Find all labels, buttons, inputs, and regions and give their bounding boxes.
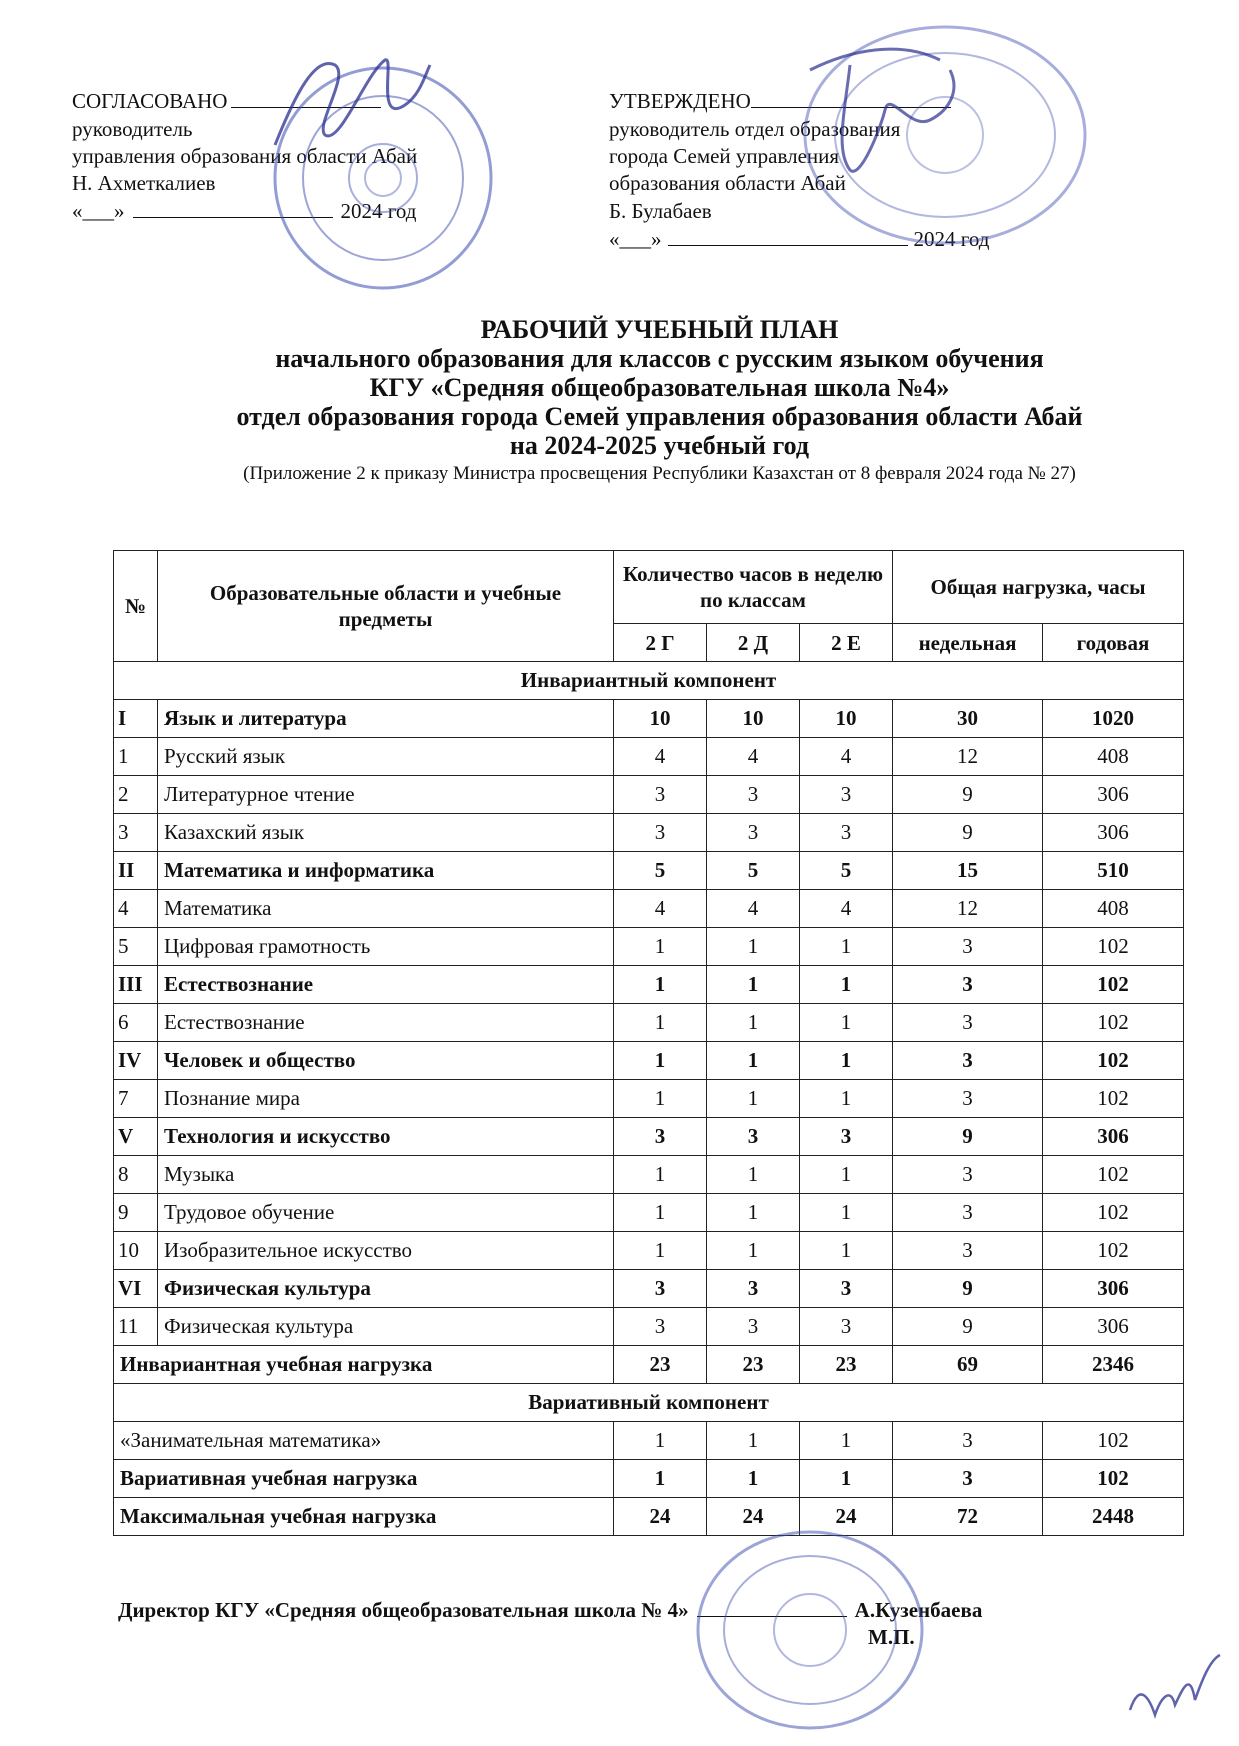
row-value-week: 3 xyxy=(893,966,1043,1004)
variative-subject-row xyxy=(114,1422,1184,1460)
seal-place-label: М.П. xyxy=(868,1625,915,1649)
table-row-subject xyxy=(114,928,1184,966)
document-title xyxy=(60,315,1239,486)
row-value-year: 102 xyxy=(1043,1080,1184,1118)
row-value-c3: 3 xyxy=(800,776,893,814)
row-subject-name: Естествознание xyxy=(158,966,614,1004)
row-number: 7 xyxy=(114,1080,158,1118)
director-title: Директор КГУ «Средняя общеобразовательная школа № 4» xyxy=(118,1598,689,1622)
row-value-c2: 1 xyxy=(707,1232,800,1270)
row-value-c2: 4 xyxy=(707,890,800,928)
title-line-3: КГУ «Средняя общеобразовательная школа №4» xyxy=(369,373,950,402)
max-total-row-value-week: 72 xyxy=(893,1498,1043,1536)
approval-right-department-line1: города Семей управления xyxy=(609,144,840,168)
row-value-c3: 1 xyxy=(800,1004,893,1042)
row-subject-name: Человек и общество xyxy=(158,1042,614,1080)
row-number: III xyxy=(114,966,158,1004)
row-value-year: 306 xyxy=(1043,776,1184,814)
variative-total-row-value-c2: 1 xyxy=(707,1460,800,1498)
table-row-area xyxy=(114,1042,1184,1080)
approval-left-date: «___» 2024 год xyxy=(72,199,417,223)
row-value-c2: 3 xyxy=(707,1308,800,1346)
row-value-week: 12 xyxy=(893,738,1043,776)
header-class-1: 2 Г xyxy=(614,624,707,662)
row-value-year: 102 xyxy=(1043,928,1184,966)
table-row-subject xyxy=(114,776,1184,814)
approval-right-role: руководитель отдел образования xyxy=(609,117,901,141)
row-value-year: 306 xyxy=(1043,814,1184,852)
invariant-total-row-value-c3: 23 xyxy=(800,1346,893,1384)
variative-total-row-value-week: 3 xyxy=(893,1460,1043,1498)
variative-total-row-value-c1: 1 xyxy=(614,1460,707,1498)
row-value-week: 9 xyxy=(893,814,1043,852)
row-value-week: 3 xyxy=(893,1080,1043,1118)
header-no: № xyxy=(114,551,158,662)
table-row-subject xyxy=(114,1080,1184,1118)
row-value-year: 306 xyxy=(1043,1308,1184,1346)
row-number: I xyxy=(114,700,158,738)
row-value-c2: 3 xyxy=(707,1270,800,1308)
row-value-week: 30 xyxy=(893,700,1043,738)
max-total-row-value-year: 2448 xyxy=(1043,1498,1184,1536)
row-value-year: 102 xyxy=(1043,1004,1184,1042)
max-total-row xyxy=(114,1498,1184,1536)
row-value-year: 306 xyxy=(1043,1270,1184,1308)
row-value-year: 1020 xyxy=(1043,700,1184,738)
row-subject-name: Познание мира xyxy=(158,1080,614,1118)
row-value-c3: 1 xyxy=(800,1194,893,1232)
row-subject-name: Язык и литература xyxy=(158,700,614,738)
row-value-c3: 3 xyxy=(800,814,893,852)
row-value-year: 306 xyxy=(1043,1118,1184,1156)
variative-subject-row-value-c2: 1 xyxy=(707,1422,800,1460)
curriculum-table xyxy=(113,550,1184,1536)
row-subject-name: Русский язык xyxy=(158,738,614,776)
invariant-total-row-value-week: 69 xyxy=(893,1346,1043,1384)
variative-subject-row-value-c3: 1 xyxy=(800,1422,893,1460)
row-value-week: 9 xyxy=(893,1270,1043,1308)
title-line-4: отдел образования города Семей управления образования области Абай xyxy=(236,402,1083,431)
max-total-row-value-c3: 24 xyxy=(800,1498,893,1536)
invariant-total-row-value-year: 2346 xyxy=(1043,1346,1184,1384)
row-number: 10 xyxy=(114,1232,158,1270)
row-number: 5 xyxy=(114,928,158,966)
variative-total-row xyxy=(114,1460,1184,1498)
row-subject-name: Цифровая грамотность xyxy=(158,928,614,966)
row-value-c2: 1 xyxy=(707,1042,800,1080)
row-subject-name: Физическая культура xyxy=(158,1270,614,1308)
row-value-year: 102 xyxy=(1043,1194,1184,1232)
row-value-week: 3 xyxy=(893,928,1043,966)
row-value-week: 3 xyxy=(893,1232,1043,1270)
row-number: 8 xyxy=(114,1156,158,1194)
row-value-week: 9 xyxy=(893,776,1043,814)
row-subject-name: Математика и информатика xyxy=(158,852,614,890)
approval-left-heading: СОГЛАСОВАНО xyxy=(72,88,381,115)
row-value-c1: 5 xyxy=(614,852,707,890)
row-value-year: 102 xyxy=(1043,1156,1184,1194)
variative-total-row-value-c3: 1 xyxy=(800,1460,893,1498)
row-subject-name: Казахский язык xyxy=(158,814,614,852)
table-row-subject xyxy=(114,1156,1184,1194)
table-row-subject xyxy=(114,890,1184,928)
row-subject-name: Изобразительное искусство xyxy=(158,1232,614,1270)
row-value-c2: 3 xyxy=(707,776,800,814)
row-value-c3: 1 xyxy=(800,928,893,966)
header-yearly: годовая xyxy=(1043,624,1184,662)
row-value-c1: 4 xyxy=(614,890,707,928)
row-value-c1: 3 xyxy=(614,1118,707,1156)
row-value-c3: 1 xyxy=(800,1156,893,1194)
invariant-total-row-value-c2: 23 xyxy=(707,1346,800,1384)
row-number: 6 xyxy=(114,1004,158,1042)
row-value-c2: 3 xyxy=(707,814,800,852)
row-value-c1: 1 xyxy=(614,1004,707,1042)
row-value-c1: 3 xyxy=(614,1308,707,1346)
row-value-c3: 1 xyxy=(800,1232,893,1270)
title-line-1: РАБОЧИЙ УЧЕБНЫЙ ПЛАН xyxy=(480,315,839,344)
row-value-c3: 4 xyxy=(800,738,893,776)
row-number: 11 xyxy=(114,1308,158,1346)
row-value-c3: 3 xyxy=(800,1270,893,1308)
row-value-c1: 3 xyxy=(614,776,707,814)
row-subject-name: Музыка xyxy=(158,1156,614,1194)
row-number: II xyxy=(114,852,158,890)
approval-left-department: управления образования области Абай xyxy=(72,144,418,168)
variative-subject-row-value-year: 102 xyxy=(1043,1422,1184,1460)
variative-subject-row-label: «Занимательная математика» xyxy=(114,1422,614,1460)
row-value-week: 3 xyxy=(893,1004,1043,1042)
row-value-week: 3 xyxy=(893,1042,1043,1080)
row-value-c2: 3 xyxy=(707,1118,800,1156)
row-value-c3: 1 xyxy=(800,966,893,1004)
row-value-week: 9 xyxy=(893,1308,1043,1346)
header-total-load: Общая нагрузка, часы xyxy=(893,551,1184,624)
row-value-year: 408 xyxy=(1043,890,1184,928)
row-value-year: 102 xyxy=(1043,1232,1184,1270)
row-subject-name: Физическая культура xyxy=(158,1308,614,1346)
table-row-subject xyxy=(114,738,1184,776)
row-value-year: 510 xyxy=(1043,852,1184,890)
row-value-week: 12 xyxy=(893,890,1043,928)
row-number: IV xyxy=(114,1042,158,1080)
table-row-area xyxy=(114,852,1184,890)
row-value-c2: 5 xyxy=(707,852,800,890)
header-class-3: 2 Е xyxy=(800,624,893,662)
row-value-c3: 3 xyxy=(800,1118,893,1156)
table-row-subject xyxy=(114,1194,1184,1232)
row-number: 1 xyxy=(114,738,158,776)
row-subject-name: Естествознание xyxy=(158,1004,614,1042)
header-class-2: 2 Д xyxy=(707,624,800,662)
row-value-c3: 5 xyxy=(800,852,893,890)
row-value-week: 15 xyxy=(893,852,1043,890)
row-value-week: 9 xyxy=(893,1118,1043,1156)
row-number: VI xyxy=(114,1270,158,1308)
table-row-area xyxy=(114,700,1184,738)
table-row-subject xyxy=(114,1004,1184,1042)
title-line-2: начального образования для классов с русским языком обучения xyxy=(275,344,1044,373)
approval-right-name: Б. Булабаев xyxy=(609,199,712,223)
row-value-c2: 1 xyxy=(707,1080,800,1118)
row-number: V xyxy=(114,1118,158,1156)
row-value-c1: 3 xyxy=(614,1270,707,1308)
row-value-c2: 1 xyxy=(707,1156,800,1194)
table-row-subject xyxy=(114,1308,1184,1346)
header-hours-per-week: Количество часов в неделю по классам xyxy=(614,551,893,624)
row-subject-name: Технология и искусство xyxy=(158,1118,614,1156)
variative-total-row-label: Вариативная учебная нагрузка xyxy=(114,1460,614,1498)
max-total-row-value-c2: 24 xyxy=(707,1498,800,1536)
row-value-c1: 1 xyxy=(614,1232,707,1270)
row-value-c2: 1 xyxy=(707,1004,800,1042)
row-value-c1: 1 xyxy=(614,1194,707,1232)
row-value-c3: 4 xyxy=(800,890,893,928)
row-value-c1: 3 xyxy=(614,814,707,852)
variative-total-row-value-year: 102 xyxy=(1043,1460,1184,1498)
row-value-c1: 10 xyxy=(614,700,707,738)
row-value-c1: 4 xyxy=(614,738,707,776)
invariant-total-row-value-c1: 23 xyxy=(614,1346,707,1384)
header-weekly: недельная xyxy=(893,624,1043,662)
row-number: 4 xyxy=(114,890,158,928)
row-value-c2: 1 xyxy=(707,928,800,966)
row-value-c2: 10 xyxy=(707,700,800,738)
row-subject-name: Математика xyxy=(158,890,614,928)
table-row-area xyxy=(114,966,1184,1004)
row-number: 3 xyxy=(114,814,158,852)
row-value-year: 102 xyxy=(1043,1042,1184,1080)
row-value-year: 408 xyxy=(1043,738,1184,776)
row-value-week: 3 xyxy=(893,1156,1043,1194)
director-name: А.Кузенбаева xyxy=(854,1598,983,1622)
table-row-area xyxy=(114,1118,1184,1156)
row-value-c3: 10 xyxy=(800,700,893,738)
row-value-c3: 1 xyxy=(800,1042,893,1080)
row-value-week: 3 xyxy=(893,1194,1043,1232)
max-total-row-value-c1: 24 xyxy=(614,1498,707,1536)
section-invariant: Инвариантный компонент xyxy=(114,662,1184,700)
row-value-c3: 1 xyxy=(800,1080,893,1118)
row-value-c1: 1 xyxy=(614,966,707,1004)
approval-right-heading: УТВЕРЖДЕНО xyxy=(609,88,951,115)
row-value-c1: 1 xyxy=(614,1042,707,1080)
table-row-subject xyxy=(114,814,1184,852)
header-subjects: Образовательные области и учебные предметы xyxy=(158,551,614,662)
row-number: 9 xyxy=(114,1194,158,1232)
approval-left-role: руководитель xyxy=(72,117,193,141)
row-value-c1: 1 xyxy=(614,1156,707,1194)
row-subject-name: Литературное чтение xyxy=(158,776,614,814)
row-number: 2 xyxy=(114,776,158,814)
max-total-row-label: Максимальная учебная нагрузка xyxy=(114,1498,614,1536)
row-value-c2: 1 xyxy=(707,966,800,1004)
row-value-c2: 1 xyxy=(707,1194,800,1232)
row-value-c1: 1 xyxy=(614,928,707,966)
variative-subject-row-value-week: 3 xyxy=(893,1422,1043,1460)
director-line xyxy=(118,1597,982,1623)
row-subject-name: Трудовое обучение xyxy=(158,1194,614,1232)
row-value-c2: 4 xyxy=(707,738,800,776)
approval-right-department-line2: образования области Абай xyxy=(609,171,846,195)
approval-right-date: «___» 2024 год xyxy=(609,227,990,251)
section-variative: Вариативный компонент xyxy=(114,1384,1184,1422)
signature-bottom xyxy=(1120,1640,1230,1735)
approval-left-name: Н. Ахметкалиев xyxy=(72,171,216,195)
title-note: (Приложение 2 к приказу Министра просвещения Республики Казахстан от 8 февраля 2024 года № 27) xyxy=(243,463,1076,484)
table-row-area xyxy=(114,1270,1184,1308)
row-value-c1: 1 xyxy=(614,1080,707,1118)
table-row-subject xyxy=(114,1232,1184,1270)
invariant-total-row-label: Инвариантная учебная нагрузка xyxy=(114,1346,614,1384)
invariant-total-row xyxy=(114,1346,1184,1384)
row-value-year: 102 xyxy=(1043,966,1184,1004)
title-line-5: на 2024-2025 учебный год xyxy=(509,431,810,460)
variative-subject-row-value-c1: 1 xyxy=(614,1422,707,1460)
row-value-c3: 3 xyxy=(800,1308,893,1346)
